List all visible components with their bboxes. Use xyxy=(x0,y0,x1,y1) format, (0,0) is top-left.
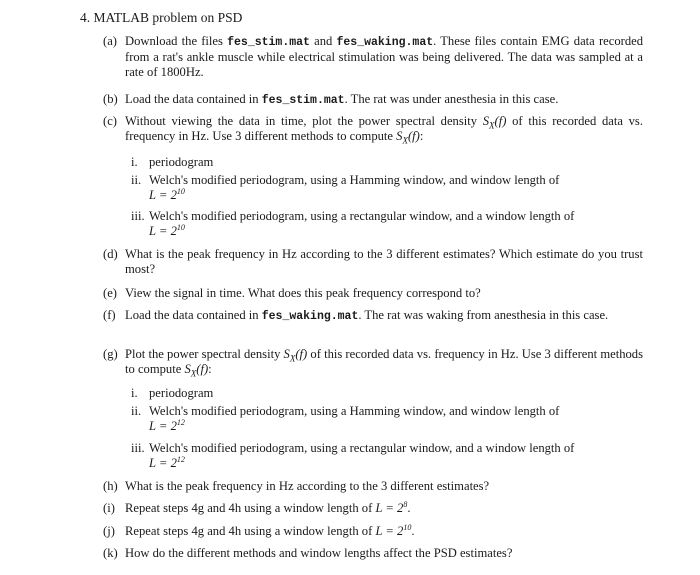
window-length-eq: $L = 2^{10}$ xyxy=(149,222,185,238)
item-label: (j) xyxy=(103,524,115,538)
item-label: (f) xyxy=(103,308,116,322)
item-text: What is the peak frequency in Hz according to the 3 different estimates? xyxy=(125,479,490,493)
item-text: Download the files fes_stim.mat and fes_waking.mat. These files contain EMG data recorded from a rat's ankle muscle while electrical stimulation was being delivered. The data was sampled at a rate of 1800Hz. xyxy=(125,34,644,79)
filename: fes_stim.mat xyxy=(227,36,310,49)
item-label: (d) xyxy=(103,247,118,261)
sub-label: i. xyxy=(131,386,138,400)
window-length-eq: $L = 2^{10}$ xyxy=(149,186,185,202)
item-a xyxy=(103,34,643,80)
item-h xyxy=(103,479,643,494)
item-text: Without viewing the data in time, plot the power spectral density $S_X(f)$ of this recorded data vs. frequency in Hz. Use 3 different methods to compute $S_X(f)$: xyxy=(125,114,643,146)
item-text: Load the data contained in fes_stim.mat. The rat was under anesthesia in this case. xyxy=(125,92,559,107)
item-d xyxy=(103,247,643,277)
item-c xyxy=(103,114,643,144)
filename: fes_stim.mat xyxy=(261,94,345,107)
item-j xyxy=(103,524,643,539)
psd-symbol: $S_X(f)$ xyxy=(283,347,308,364)
sub-label: iii. xyxy=(131,441,145,455)
item-e xyxy=(103,286,643,301)
item-label: (g) xyxy=(103,347,118,361)
item-g xyxy=(103,347,643,377)
item-b xyxy=(103,92,643,108)
item-text: What is the peak frequency in Hz according to the 3 different estimates? Which estimate do you trust most? xyxy=(125,247,643,276)
sub-text: Welch's modified periodogram, using a rectangular window, and a window length of $L = 2^{12}$ xyxy=(149,441,643,471)
sub-text: periodogram xyxy=(149,155,214,169)
item-label: (b) xyxy=(103,92,118,106)
item-label: (a) xyxy=(103,34,117,48)
item-label: (k) xyxy=(103,546,118,560)
sub-label: ii. xyxy=(131,404,142,418)
item-g-iii xyxy=(131,441,643,471)
item-c-i xyxy=(131,155,643,170)
item-k xyxy=(103,546,643,561)
item-f xyxy=(103,308,643,324)
item-text: Repeat steps 4g and 4h using a window length of $L = 2^{10}$. xyxy=(125,522,415,538)
psd-symbol: $S_X(f)$ xyxy=(184,362,209,379)
filename: fes_waking.mat xyxy=(336,36,434,49)
item-c-ii xyxy=(131,173,643,203)
sub-text: Welch's modified periodogram, using a rectangular window, and a window length of $L = 2^{10}$ xyxy=(149,209,643,239)
item-i xyxy=(103,501,643,516)
item-g-i xyxy=(131,386,643,401)
psd-symbol: $S_X(f)$ xyxy=(482,114,507,131)
item-g-ii xyxy=(131,404,643,434)
sub-text: Welch's modified periodogram, using a Hamming window, and window length of $L = 2^{12}$ xyxy=(149,404,643,434)
item-text: Plot the power spectral density $S_X(f)$ of this recorded data vs. frequency in Hz. Use 3 different methods to compute $S_X(f)$: xyxy=(125,347,643,379)
filename: fes_waking.mat xyxy=(261,310,359,323)
item-label: (h) xyxy=(103,479,118,493)
sub-label: i. xyxy=(131,155,138,169)
psd-symbol: $S_X(f)$ xyxy=(396,129,420,146)
sub-text: Welch's modified periodogram, using a Hamming window, and window length of $L = 2^{10}$ xyxy=(149,173,643,203)
problem-title: 4. MATLAB problem on PSD xyxy=(80,10,243,25)
sub-text: periodogram xyxy=(149,386,214,400)
window-length-eq: $L = 2^{12}$ xyxy=(149,454,185,470)
item-label: (c) xyxy=(103,114,117,128)
item-c-iii xyxy=(131,209,643,239)
item-text: Load the data contained in fes_waking.mat. The rat was waking from anesthesia in this case. xyxy=(125,308,609,323)
sub-label: ii. xyxy=(131,173,142,187)
item-text: Repeat steps 4g and 4h using a window length of $L = 2^8$. xyxy=(125,499,411,515)
item-label: (e) xyxy=(103,286,117,300)
window-length-eq: $L = 2^8$ xyxy=(375,499,408,515)
sub-label: iii. xyxy=(131,209,145,223)
window-length-eq: $L = 2^{12}$ xyxy=(149,417,185,433)
item-text: How do the different methods and window lengths affect the PSD estimates? xyxy=(125,546,513,560)
item-label: (i) xyxy=(103,501,115,515)
window-length-eq: $L = 2^{10}$ xyxy=(375,522,412,538)
item-text: View the signal in time. What does this peak frequency correspond to? xyxy=(125,286,481,300)
